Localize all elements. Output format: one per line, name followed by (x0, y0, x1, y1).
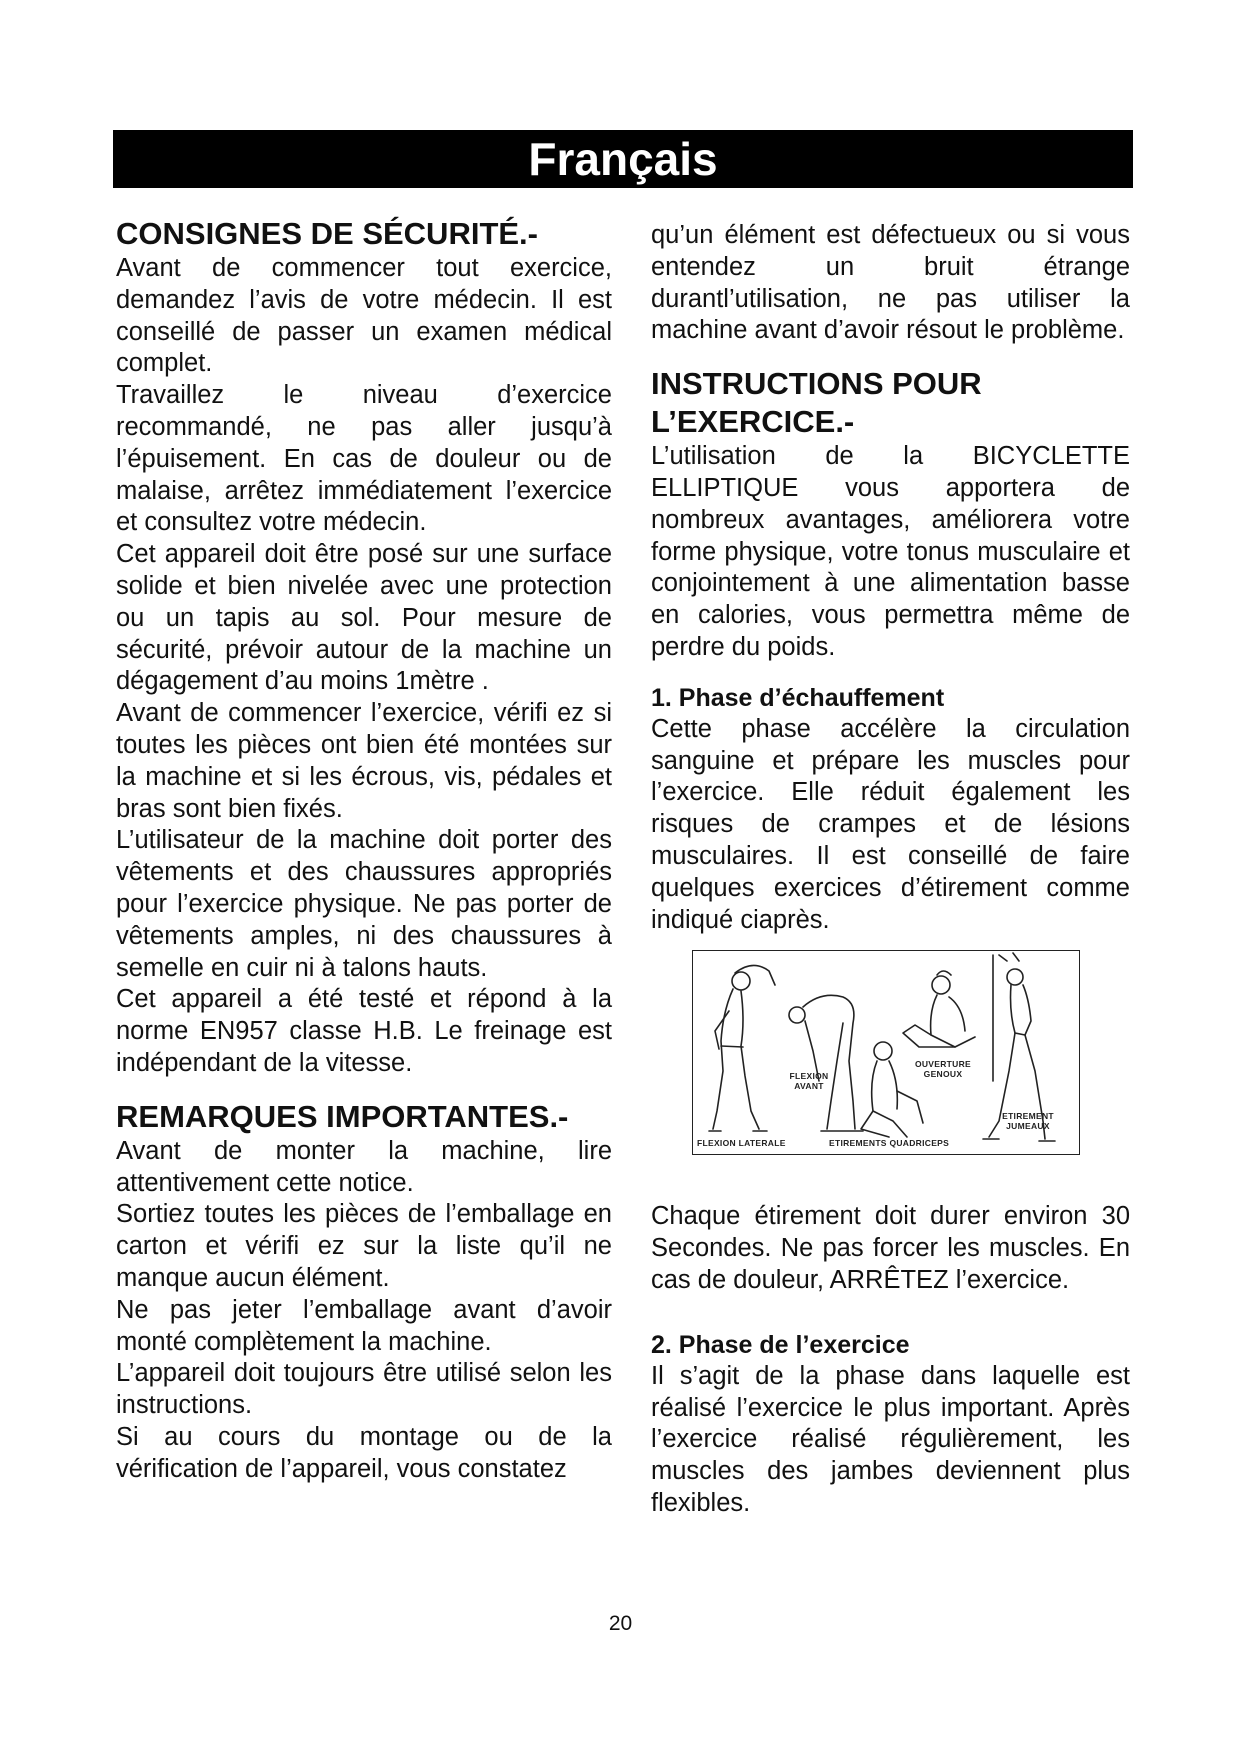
right-column (651, 220, 1130, 1520)
label-etirements-quadriceps: ETIREMENTS QUADRICEPS (829, 1138, 950, 1149)
page-number: 20 (608, 1612, 633, 1635)
safety-paragraph: Avant de commencer l’exercice, vérifi ez si toutes les pièces ont bien été montées sur la machine et si les écrous, vis, pédales et bras sont bien fixés. (116, 699, 612, 823)
remarks-paragraph: Avant de monter la machine, lire attentivement cette notice. (116, 1136, 612, 1197)
safety-paragraph: Cet appareil a été testé et répond à la norme EN957 classe H.B. Le freinage est indépendant de la vitesse. (116, 985, 612, 1077)
safety-heading: CONSIGNES DE SÉCURITÉ.- (116, 216, 538, 251)
safety-paragraph: Travaillez le niveau d’exercice recommandé, ne pas aller jusqu’à l’épuisement. En cas de douleur ou de malaise, arrêtez immédiatement l’exercice et consultez votre médecin. (116, 381, 612, 537)
remarks-paragraph: Sortiez toutes les pièces de l’emballage en carton et vérifi ez sur la liste qu’il ne manque aucun élément. (116, 1200, 612, 1292)
left-column (116, 215, 612, 1485)
label-ouverture-genoux: OUVERTURE GENOUX (914, 1059, 972, 1080)
language-banner (113, 130, 1133, 188)
remarks-paragraph: Si au cours du montage ou de la vérification de l’appareil, vous constatez (116, 1422, 612, 1483)
remarks-paragraph: Ne pas jeter l’emballage avant d’avoir monté complètement la machine. (116, 1295, 612, 1356)
safety-paragraph: Cet appareil doit être posé sur une surface solide et bien nivelée avec une protection ou un tapis au sol. Pour mesure de sécurité, prévoir autour de la machine un dégagement d’au moins 1mètre . (116, 540, 612, 696)
label-etirement-jumeaux: ETIREMENT JUMEAUX (1002, 1111, 1054, 1132)
phase2-heading: 2. Phase de l’exercice (651, 1330, 910, 1359)
safety-paragraph: L’utilisateur de la machine doit porter des vêtements et des chaussures appropriés pour l’exercice physique. Ne pas porter de vêtements amples, ni des chaussures à semelle en cuir ni à talons hauts. (116, 826, 612, 982)
banner-title: Français (528, 133, 718, 185)
instructions-heading: INSTRUCTIONS POUR L’EXERCICE.- (651, 366, 982, 440)
label-flexion-avant: FLEXION AVANT (789, 1071, 829, 1092)
stretching-figure (692, 950, 1080, 1155)
safety-paragraph: Avant de commencer tout exercice, demandez l’avis de votre médecin. Il est conseillé de passer un examen médical complet. (116, 254, 612, 378)
remarks-paragraph: L’appareil doit toujours être utilisé selon les instructions. (116, 1359, 612, 1420)
label-flexion-laterale: FLEXION LATERALE (697, 1138, 786, 1149)
phase1-heading: 1. Phase d’échauffement (651, 683, 945, 712)
continuation-paragraph: qu’un élément est défectueux ou si vous entendez un bruit étrange durantl’utilisation, ne pas utiliser la machine avant d’avoir résout le problème. (651, 221, 1130, 345)
stretch-text: Chaque étirement doit durer environ 30 Secondes. Ne pas forcer les muscles. En cas de douleur, ARRÊTEZ l’exercice. (651, 1202, 1130, 1294)
remarks-heading: REMARQUES IMPORTANTES.- (116, 1098, 569, 1134)
instructions-intro: L’utilisation de la BICYCLETTE ELLIPTIQUE vous apportera de nombreux avantages, améliorera votre forme physique, votre tonus musculaire et conjointement à une alimentation basse en calories, vous permettra même de perdre du poids. (651, 442, 1130, 661)
phase1-text: Cette phase accélère la circulation sanguine et prépare les muscles pour l’exercice. Elle réduit également les risques de crampes et de lésions musculaires. Il est conseillé de faire quelques exercices d’étirement comme indiqué ciaprès. (651, 714, 1130, 934)
phase2-text: Il s’agit de la phase dans laquelle est réalisé l’exercice le plus important. Après l’exercice réalisé régulièrement, les muscles des jambes deviennent plus flexibles. (651, 1361, 1130, 1517)
